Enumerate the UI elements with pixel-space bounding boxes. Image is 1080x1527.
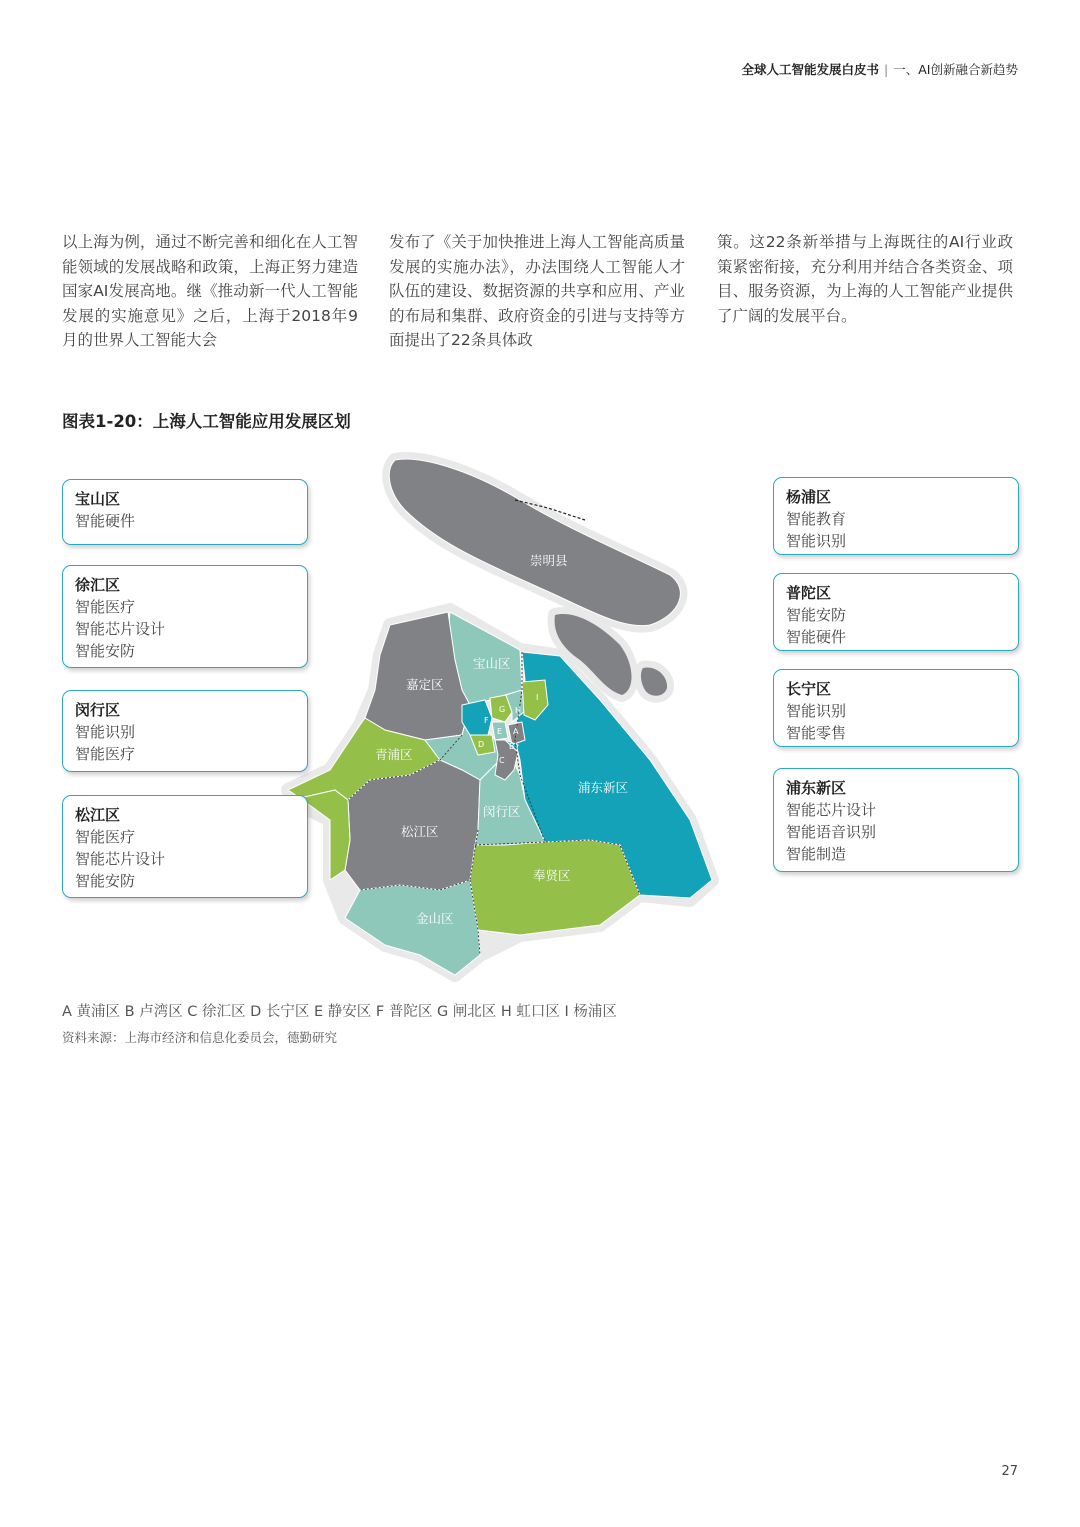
card-item: 智能医疗	[75, 598, 136, 616]
figure-source: 资料来源：上海市经济和信息化委员会，德勤研究	[62, 1030, 338, 1045]
header-separator: |	[884, 62, 889, 77]
card-item: 智能安防	[75, 642, 136, 660]
card-xuhui	[62, 565, 308, 668]
body-text-column-1: 以上海为例，通过不断完善和细化在人工智能领域的发展战略和政策，上海正努力建造国家AI发展高地。继《推动新一代人工智能发展的实施意见》之后，上海于2018年9月的世界人工智能大会	[62, 233, 358, 349]
body-text-column-3: 策。这22条新举措与上海既往的AI行业政策紧密衔接，充分利用并结合各类资金、项目、服务资源，为上海的人工智能产业提供了广阔的发展平台。	[717, 233, 1013, 325]
label-letter-e: E	[497, 727, 503, 736]
label-songjiang: 松江区	[401, 824, 439, 839]
district-jinshan	[345, 880, 480, 975]
label-minhang: 闵行区	[483, 804, 521, 819]
card-changning	[773, 669, 1019, 747]
card-songjiang	[62, 795, 308, 898]
card-item: 智能识别	[75, 723, 136, 741]
label-letter-a: A	[513, 727, 519, 736]
card-district-name: 松江区	[75, 806, 121, 824]
book-title: 全球人工智能发展白皮书	[741, 62, 880, 77]
card-district-name: 杨浦区	[786, 488, 832, 506]
card-district-name: 闵行区	[75, 701, 121, 719]
label-jinshan: 金山区	[416, 911, 454, 926]
card-item: 智能教育	[786, 510, 847, 528]
card-item: 智能硬件	[75, 512, 136, 530]
page-number: 27	[1001, 1464, 1018, 1479]
card-item: 智能硬件	[786, 628, 847, 646]
figure-title: 图表1-20：上海人工智能应用发展区划	[62, 412, 351, 431]
card-district-name: 长宁区	[786, 680, 832, 698]
label-chongming: 崇明县	[530, 553, 568, 568]
label-letter-g: G	[499, 705, 506, 714]
label-letter-h: H	[515, 706, 522, 715]
card-item: 智能安防	[786, 606, 847, 624]
district-chongming	[389, 459, 680, 626]
card-district-name: 宝山区	[75, 490, 121, 508]
card-baoshan	[62, 479, 308, 545]
label-jiading: 嘉定区	[406, 677, 444, 692]
label-letter-b: B	[509, 742, 515, 751]
card-item: 智能识别	[786, 532, 847, 550]
map-legend: A 黄浦区 B 卢湾区 C 徐汇区 D 长宁区 E 静安区 F 普陀区 G 闸北区 H 虹口区 I 杨浦区	[62, 1004, 617, 1020]
card-item: 智能零售	[786, 724, 847, 742]
card-district-name: 浦东新区	[786, 779, 847, 797]
card-putuo	[773, 573, 1019, 651]
card-district-name: 普陀区	[786, 584, 832, 602]
chapter-title: 一、AI创新融合新趋势	[893, 62, 1018, 77]
card-item: 智能芯片设计	[786, 801, 877, 819]
card-yangpu	[773, 477, 1019, 555]
label-letter-f: F	[484, 716, 489, 725]
card-item: 智能医疗	[75, 745, 136, 763]
label-letter-c: C	[499, 756, 505, 765]
card-item: 智能医疗	[75, 828, 136, 846]
label-baoshan: 宝山区	[473, 656, 511, 671]
card-item: 智能语音识别	[786, 823, 877, 841]
label-letter-d: D	[478, 740, 485, 749]
card-pudong	[773, 768, 1019, 872]
label-pudong: 浦东新区	[578, 780, 629, 795]
label-fengxian: 奉贤区	[533, 868, 571, 883]
body-text-column-2: 发布了《关于加快推进上海人工智能高质量发展的实施办法》，办法围绕人工智能人才队伍的建设、数据资源的共享和应用、产业的布局和集群、政府资金的引进与支持等方面提出了22条具体政	[389, 233, 685, 349]
card-item: 智能安防	[75, 872, 136, 890]
card-item: 智能制造	[786, 845, 847, 863]
card-minhang	[62, 690, 308, 772]
card-item: 智能识别	[786, 702, 847, 720]
label-letter-i: I	[536, 693, 539, 702]
card-district-name: 徐汇区	[75, 576, 121, 594]
card-item: 智能芯片设计	[75, 620, 166, 638]
label-qingpu: 青浦区	[375, 747, 413, 762]
card-item: 智能芯片设计	[75, 850, 166, 868]
